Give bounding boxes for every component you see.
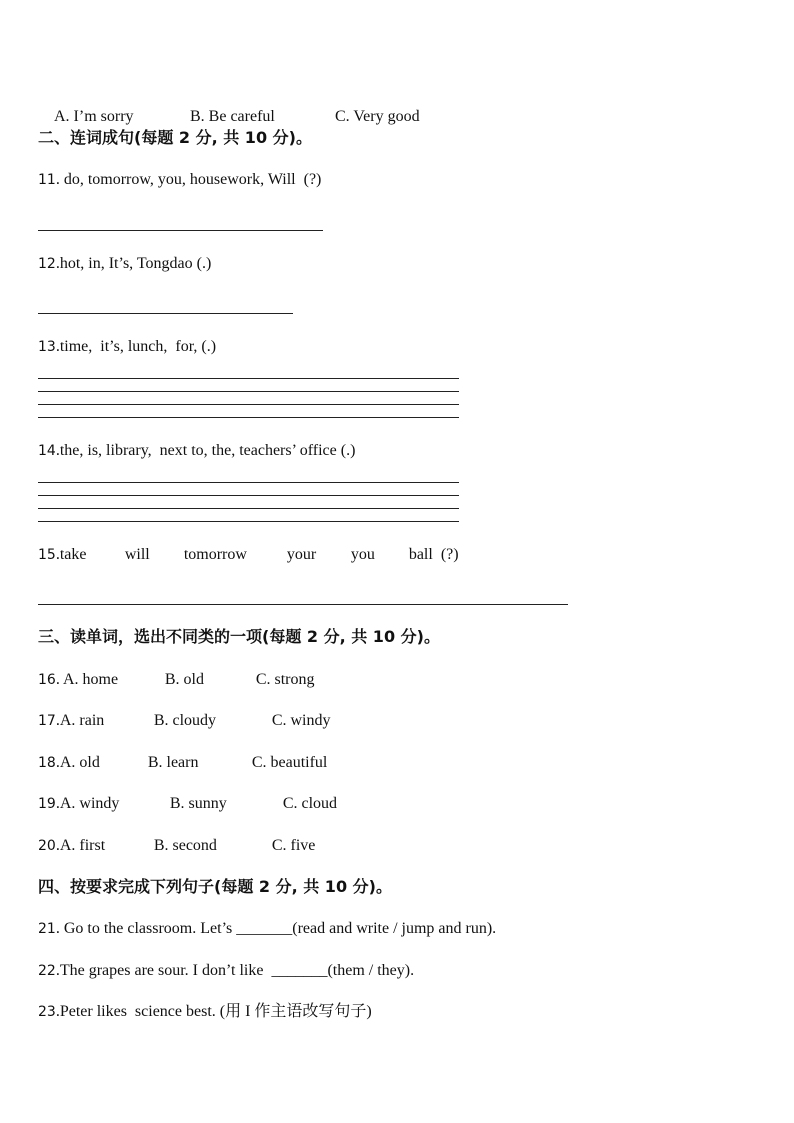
- word: ball (?): [408, 546, 459, 563]
- section-2-title: 二、连词成句(每题 2 分, 共 10 分)。: [38, 128, 312, 147]
- question-text: .Peter likes science best. (用 I 作主语改写句子): [55, 1003, 372, 1020]
- word: your: [286, 546, 317, 563]
- option-b: B. learn: [147, 754, 199, 771]
- question-number: 20: [38, 838, 56, 854]
- question-23: [38, 1002, 372, 1022]
- question-text: .time, it’s, lunch, for, (.): [55, 338, 217, 355]
- writing-line[interactable]: [38, 482, 459, 483]
- option-c: C. Very good: [335, 108, 420, 125]
- option-b: B. second: [153, 837, 217, 854]
- option-c: C. strong: [255, 671, 315, 688]
- question-number: 22: [38, 963, 56, 979]
- section-4-title: 四、按要求完成下列句子(每题 2 分, 共 10 分)。: [38, 877, 392, 896]
- option-a: .A. windy: [55, 795, 120, 812]
- question-number: 17: [38, 713, 56, 729]
- option-a: .A. first: [55, 837, 106, 854]
- writing-line[interactable]: [38, 521, 459, 522]
- question-17: [38, 711, 331, 731]
- question-text: .hot, in, It’s, Tongdao (.): [55, 255, 212, 272]
- question-number: 23: [38, 1004, 56, 1020]
- question-number: 21: [38, 921, 56, 937]
- section-3-title: 三、读单词，选出不同类的一项(每题 2 分, 共 10 分)。: [38, 627, 440, 646]
- option-b: B. cloudy: [153, 712, 217, 729]
- question-number: 15: [38, 547, 56, 563]
- writing-line[interactable]: [38, 391, 459, 392]
- option-c: C. cloud: [282, 795, 338, 812]
- option-b: B. sunny: [169, 795, 227, 812]
- question-21: [38, 919, 496, 939]
- writing-line[interactable]: [38, 378, 459, 379]
- option-c: C. beautiful: [251, 754, 328, 771]
- option-a: .A. rain: [55, 712, 105, 729]
- answer-line[interactable]: [38, 313, 293, 314]
- question-20: [38, 836, 315, 856]
- option-c: C. windy: [271, 712, 331, 729]
- option-c: C. five: [271, 837, 316, 854]
- writing-line[interactable]: [38, 404, 459, 405]
- question-13: [38, 337, 216, 357]
- writing-line[interactable]: [38, 495, 459, 496]
- question-number: 11: [38, 172, 56, 188]
- question-19: [38, 794, 337, 814]
- question-18: [38, 753, 327, 773]
- option-a: .A. old: [55, 754, 100, 771]
- question-22: [38, 961, 414, 981]
- word: will: [124, 546, 150, 563]
- question-number: 19: [38, 796, 56, 812]
- question-number: 16: [38, 672, 56, 688]
- question-text: .The grapes are sour. I don’t like _______(them / they).: [55, 962, 415, 979]
- question-11: [38, 170, 321, 190]
- writing-line[interactable]: [38, 508, 459, 509]
- word: you: [350, 546, 375, 563]
- word: tomorrow: [183, 546, 247, 563]
- option-a: . A. home: [55, 671, 119, 688]
- writing-line[interactable]: [38, 417, 459, 418]
- question-15: [38, 545, 459, 565]
- question-12: [38, 254, 211, 274]
- question-text: . Go to the classroom. Let’s _______(read and write / jump and run).: [55, 920, 497, 937]
- question-text: .the, is, library, next to, the, teachers’ office (.): [55, 442, 356, 459]
- option-a: A. I’m sorry: [54, 108, 134, 125]
- answer-line[interactable]: [38, 230, 323, 231]
- word: .take: [55, 546, 87, 563]
- question-16: [38, 670, 315, 690]
- answer-line[interactable]: [38, 604, 568, 605]
- option-b: B. Be careful: [190, 108, 275, 125]
- option-b: B. old: [164, 671, 204, 688]
- question-14: [38, 441, 355, 461]
- question-number: 12: [38, 256, 56, 272]
- question-number: 13: [38, 339, 56, 355]
- question-number: 18: [38, 755, 56, 771]
- question-text: . do, tomorrow, you, housework, Will (?): [55, 171, 322, 188]
- question-number: 14: [38, 443, 56, 459]
